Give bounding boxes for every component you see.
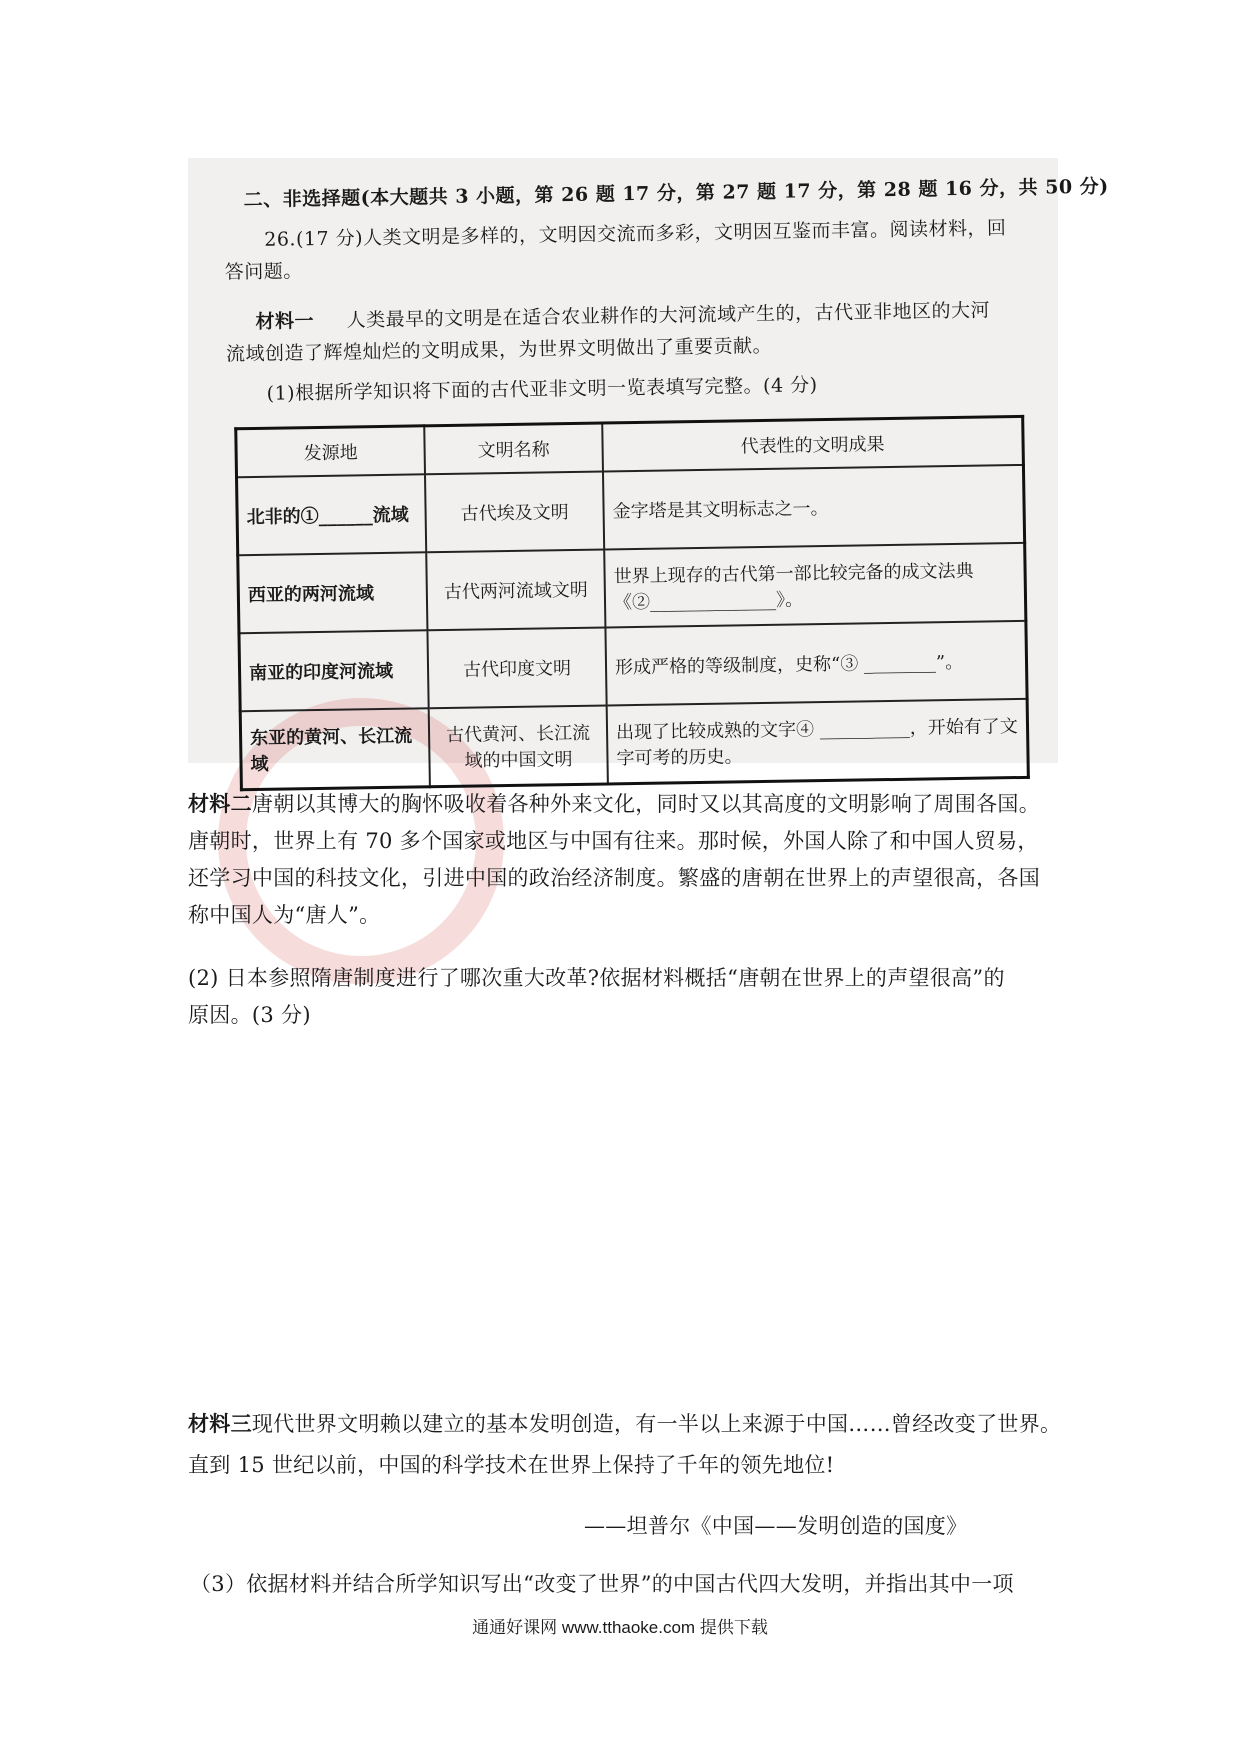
table-cell: 古代印度文明: [427, 628, 606, 709]
table-row: [237, 465, 1025, 555]
material3-label: 材料三: [188, 1411, 252, 1436]
table-cell: 西亚的两河流域: [238, 552, 428, 633]
question2: [188, 960, 1005, 1034]
table-cell: 东亚的黄河、长江流域: [240, 708, 430, 789]
table-row: [240, 699, 1028, 790]
table-cell: 形成严格的等级制度，史称“③ ________”。: [605, 621, 1027, 706]
table-cell: 古代埃及文明: [425, 472, 604, 553]
table-cell: 古代黄河、长江流域的中国文明: [429, 705, 608, 786]
table-header: 发源地: [236, 426, 425, 477]
question1: (1)根据所学知识将下面的古代亚非文明一览表填写完整。(4 分): [266, 374, 818, 405]
material2-line: 称中国人为“唐人”。: [188, 903, 381, 927]
question2-line: (2) 日本参照隋唐制度进行了哪次重大改革?依据材料概括“唐朝在世界上的声望很高”的: [188, 966, 1005, 990]
table-cell: 世界上现存的古代第一部比较完备的成文法典《②______________》。: [604, 543, 1026, 628]
material2-line: 唐朝时，世界上有 70 多个国家或地区与中国有往来。那时候，外国人除了和中国人贸易，: [188, 829, 1039, 853]
question2-line: 原因。(3 分): [188, 1003, 311, 1027]
table-header: 文明名称: [424, 423, 603, 474]
q26-intro-line1: 26.(17 分)人类文明是多样的，文明因交流而多彩，文明因互鉴而丰富。阅读材料，回: [264, 217, 1007, 251]
material2-label: 材料二: [188, 791, 252, 816]
civilization-table: [234, 415, 1030, 791]
material1-label: 材料一: [255, 310, 315, 333]
table-cell: 金字塔是其文明标志之一。: [603, 465, 1025, 550]
material2: [188, 785, 1040, 934]
table-row: [238, 543, 1026, 633]
table-row: [239, 621, 1027, 711]
material3-source: ——坦普尔《中国——发明创造的国度》: [584, 1514, 968, 1538]
table-cell: 北非的①______流域: [237, 474, 427, 555]
table-cell: 出现了比较成熟的文字④ __________，开始有了文字可考的历史。: [607, 699, 1029, 784]
material1-text-line1: 人类最早的文明是在适合农业耕作的大河流域产生的，古代亚非地区的大河: [346, 299, 991, 332]
footer-credit: 通通好课网 www.tthaoke.com 提供下载: [472, 1618, 768, 1637]
table-cell: 古代两河流域文明: [426, 550, 605, 631]
material3-line: 直到 15 世纪以前，中国的科学技术在世界上保持了千年的领先地位!: [188, 1453, 835, 1477]
material3-line: 现代世界文明赖以建立的基本发明创造，有一半以上来源于中国……曾经改变了世界。: [251, 1412, 1062, 1436]
table-header: 代表性的文明成果: [602, 416, 1023, 471]
q26-intro-line2: 答问题。: [224, 260, 303, 284]
material2-line: 唐朝以其博大的胸怀吸收着各种外来文化，同时又以其高度的文明影响了周围各国。: [251, 792, 1041, 816]
table-cell: 南亚的印度河流域: [239, 630, 429, 711]
material3: [188, 1405, 1061, 1484]
section-heading: 二、非选择题(本大题共 3 小题，第 26 题 17 分，第 27 题 17 分，第 28 题 16 分，共 50 分): [243, 175, 1109, 212]
material2-line: 还学习中国的科技文化，引进中国的政治经济制度。繁盛的唐朝在世界上的声望很高，各国: [188, 866, 1040, 890]
scanned-excerpt: [188, 158, 1109, 776]
material1-text-line2: 流域创造了辉煌灿烂的文明成果，为世界文明做出了重要贡献。: [225, 334, 773, 366]
question3: （3）依据材料并结合所学知识写出“改变了世界”的中国古代四大发明，并指出其中一项: [190, 1572, 1014, 1596]
